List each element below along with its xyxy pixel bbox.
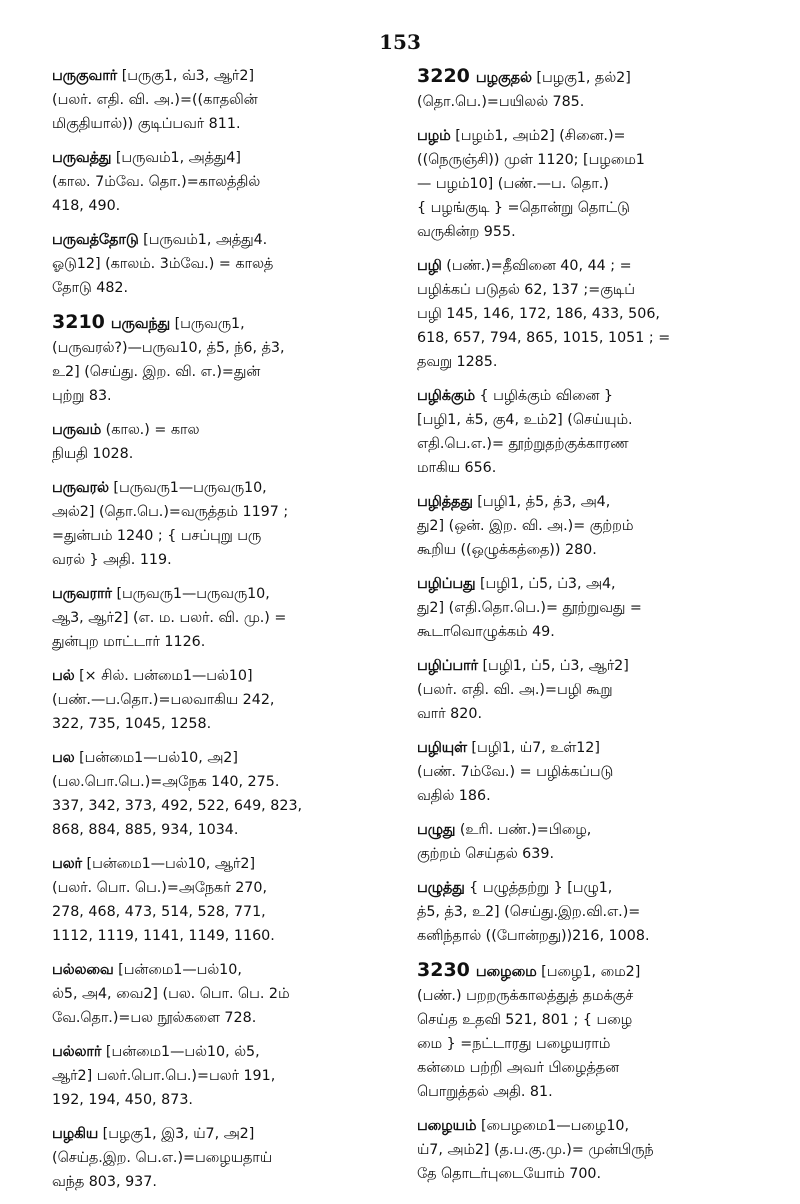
entry-line [52, 112, 397, 136]
entry-line [52, 360, 397, 384]
entry-line [417, 408, 762, 432]
definition-text: (பல.பொ.பெ.)=அநேக 140, 275. [52, 774, 280, 790]
dictionary-entry [52, 418, 397, 466]
headword: பருகுவார் [52, 68, 118, 84]
entry-line [417, 924, 762, 948]
definition-text: வந்த 803, 937. [52, 1174, 157, 1190]
entry-line [417, 654, 762, 678]
entry-line [417, 432, 762, 456]
definition-text: [பன்மை1—பல்10, [118, 962, 242, 978]
dictionary-entry [417, 572, 762, 644]
dictionary-entry [52, 852, 397, 948]
entry-line [417, 984, 762, 1008]
entry-line [52, 442, 397, 466]
definition-text: தோடு 482. [52, 280, 129, 296]
entry-line [52, 170, 397, 194]
left-column [52, 64, 397, 1204]
entry-line [52, 1040, 397, 1064]
definition-text: வருகின்ற 955. [417, 224, 516, 240]
page-number: 153 [379, 30, 421, 54]
entry-line [417, 702, 762, 726]
headword: பழிக்கும் [417, 388, 475, 404]
dictionary-entry [417, 1114, 762, 1186]
entry-line [52, 1006, 397, 1030]
definition-text: வே.தொ.)=பல நூல்களை 728. [52, 1010, 257, 1026]
headword: பழையம் [417, 1118, 477, 1134]
entry-line [417, 572, 762, 596]
dictionary-entry [52, 746, 397, 842]
definition-text: வரல் } அதி. 119. [52, 552, 172, 568]
definition-text: [பருவம்1, அத்து4] [115, 150, 241, 166]
definition-text: ((நெருஞ்சி)) முள் 1120; [பழமை1 [417, 152, 645, 168]
definition-text: { பழுத்தற்று } [பழு1, [469, 880, 613, 896]
definition-text: ல்5, அ4, வை2] (பல. பொ. பெ. 2ம் [52, 986, 290, 1002]
entry-line [52, 582, 397, 606]
entry-line [52, 88, 397, 112]
definition-text: 192, 194, 450, 873. [52, 1092, 193, 1108]
headword: பலர் [52, 856, 82, 872]
headword: பழைமை [475, 964, 537, 980]
dictionary-entry [417, 818, 762, 866]
definition-text: { பழிக்கும் வினை } [479, 388, 613, 404]
entry-line [52, 336, 397, 360]
definition-text: [பருவரு1—பருவரு10, [116, 586, 270, 602]
definition-text: பழி 145, 146, 172, 186, 433, 506, [417, 306, 660, 322]
entry-line [417, 1056, 762, 1080]
definition-text: [பழம்1, அம்2] (சினை.)= [455, 128, 626, 144]
headword: பழகிய [52, 1126, 99, 1142]
entry-line [417, 784, 762, 808]
definition-text: (பருவரல்?)—பருவ10, த்5, ந்6, த்3, [52, 340, 285, 356]
entry-line [417, 958, 762, 984]
definition-text: (கால. 7ம்வே. தொ.)=காலத்தில் [52, 174, 261, 190]
entry-line [417, 900, 762, 924]
definition-text: 1112, 1119, 1141, 1149, 1160. [52, 928, 275, 944]
entry-line [417, 876, 762, 900]
entry-line [52, 852, 397, 876]
definition-text: =துன்பம் 1240 ; { பசப்புறு பரு [52, 528, 262, 544]
headword: பழம் [417, 128, 451, 144]
entry-line [417, 350, 762, 374]
headword: பருவரல் [52, 480, 109, 496]
definition-text: [பழி1, ப்5, ப்3, அ4, [479, 576, 616, 592]
entry-line [417, 818, 762, 842]
dictionary-entry [417, 736, 762, 808]
entry-line [417, 736, 762, 760]
headword: பழிப்பார் [417, 658, 478, 674]
entry-line [52, 228, 397, 252]
headword: பழுத்து [417, 880, 465, 896]
entry-line [417, 148, 762, 172]
dictionary-entry [417, 958, 762, 1104]
entry-line [52, 876, 397, 900]
definition-text: த்5, த்3, உ2] (செய்து.இற.வி.எ.)= [417, 904, 641, 920]
entry-number: 3230 [417, 959, 470, 981]
dictionary-entry [52, 228, 397, 300]
entry-line [52, 146, 397, 170]
entry-line [52, 982, 397, 1006]
entry-line [52, 630, 397, 654]
definition-text: [பருவம்1, அத்து4. [143, 232, 268, 248]
entry-line [417, 196, 762, 220]
entry-line [52, 818, 397, 842]
entry-line [52, 476, 397, 500]
dictionary-entry [417, 384, 762, 480]
entry-line [52, 252, 397, 276]
definition-text: [பழகு1, தல்2] [536, 70, 631, 86]
definition-text: 322, 735, 1045, 1258. [52, 716, 212, 732]
headword: பழித்தது [417, 494, 473, 510]
entry-line [52, 1088, 397, 1112]
headword: பருவரார் [52, 586, 112, 602]
definition-text: தவறு 1285. [417, 354, 498, 370]
dictionary-entry [417, 64, 762, 114]
entry-line [417, 1032, 762, 1056]
entry-line [52, 1122, 397, 1146]
entry-line [417, 124, 762, 148]
entry-line [417, 302, 762, 326]
definition-text: ஆர்2] பலர்.பொ.பெ.)=பலர் 191, [52, 1068, 276, 1084]
definition-text: [பருவரு1, [174, 316, 245, 332]
entry-line [52, 688, 397, 712]
entry-line [52, 418, 397, 442]
dictionary-entry [52, 1040, 397, 1112]
right-column [417, 64, 762, 1204]
entry-line [52, 746, 397, 770]
entry-line [417, 384, 762, 408]
definition-text: (பண்.—ப.தொ.)=பலவாகிய 242, [52, 692, 275, 708]
definition-text: (உரி. பண்.)=பிழை, [459, 822, 592, 838]
dictionary-entry [417, 876, 762, 948]
definition-text: [× சில். பன்மை1—பல்10] [79, 668, 253, 684]
definition-text: வார் 820. [417, 706, 482, 722]
definition-text: அல்2] (தொ.பெ.)=வருத்தம் 1197 ; [52, 504, 289, 520]
headword: பருவத்தோடு [52, 232, 139, 248]
entry-line [417, 596, 762, 620]
dictionary-entry [52, 476, 397, 572]
definition-text: [பைழமை1—பழை10, [480, 1118, 630, 1134]
entry-line [417, 456, 762, 480]
headword: பழி [417, 258, 442, 274]
definition-text: [பழி1, ய்7, உள்12] [471, 740, 600, 756]
dictionary-entry [52, 1122, 397, 1194]
definition-text: மை } =நட்டாரது பழையராம் [417, 1036, 611, 1052]
definition-text: (பண்.) பறறருக்காலத்துத் தமக்குச் [417, 988, 634, 1004]
headword: பழுது [417, 822, 456, 838]
definition-text: [பருவரு1—பருவரு10, [113, 480, 267, 496]
definition-text: து2] (எதி.தொ.பெ.)= தூற்றுவது = [417, 600, 642, 616]
entry-number: 3210 [52, 311, 105, 333]
headword: பருவம் [52, 422, 102, 438]
definition-text: உ2] (செய்து. இற. வி. எ.)=துன் [52, 364, 261, 380]
definition-text: பழிக்கப் படுதல் 62, 137 ;=குடிப் [417, 282, 635, 298]
definition-text: [பழி1, க்5, கு4, உம்2] (செய்யும். [417, 412, 633, 428]
entry-line [52, 770, 397, 794]
entry-line [417, 1114, 762, 1138]
entry-line [417, 678, 762, 702]
dictionary-entry [417, 254, 762, 374]
definition-text: மிகுதியால்)) குடிப்பவர் 811. [52, 116, 241, 132]
definition-text: நியதி 1028. [52, 446, 134, 462]
headword: பருவத்து [52, 150, 112, 166]
headword: பருவந்து [110, 316, 171, 332]
definition-text: 618, 657, 794, 865, 1015, 1051 ; = [417, 330, 671, 346]
entry-line [52, 1170, 397, 1194]
definition-text: கன்மை பற்றி அவர் பிழைத்தன [417, 1060, 619, 1076]
dictionary-entry [417, 490, 762, 562]
entry-line [52, 310, 397, 336]
entry-line [417, 620, 762, 644]
headword: பழகுதல் [475, 70, 532, 86]
entry-line [417, 760, 762, 784]
definition-text: (பலர். எதி. வி. அ.)=((காதலின் [52, 92, 258, 108]
entry-line [52, 1064, 397, 1088]
definition-text: 278, 468, 473, 514, 528, 771, [52, 904, 266, 920]
entry-line [417, 490, 762, 514]
entry-line [52, 384, 397, 408]
entry-line [417, 64, 762, 90]
definition-text: ஓடு12] (காலம். 3ம்வே.) = காலத் [52, 256, 274, 272]
entry-line [417, 220, 762, 244]
entry-line [417, 172, 762, 196]
definition-text: ஆ3, ஆர்2] (எ. ம. பலர். வி. மு.) = [52, 610, 287, 626]
dictionary-entry [52, 310, 397, 408]
entry-line [417, 514, 762, 538]
definition-text: (செய்த.இற. பெ.எ.)=பழையதாய் [52, 1150, 273, 1166]
entry-line [417, 254, 762, 278]
entry-line [52, 194, 397, 218]
headword: பல [52, 750, 75, 766]
definition-text: புற்று 83. [52, 388, 112, 404]
dictionary-entry [52, 146, 397, 218]
definition-text: [பருகு1, வ்3, ஆர்2] [121, 68, 255, 84]
definition-text: (பண். 7ம்வே.) = பழிக்கப்படு [417, 764, 614, 780]
entry-line [52, 712, 397, 736]
definition-text: ய்7, அம்2] (த.ப.கு.மு.)= முன்பிருந் [417, 1142, 654, 1158]
entry-line [52, 500, 397, 524]
headword: பல்லார் [52, 1044, 102, 1060]
entry-line [52, 958, 397, 982]
entry-line [417, 1138, 762, 1162]
definition-text: (பலர். பொ. பெ.)=அநேகர் 270, [52, 880, 268, 896]
definition-text: பொறுத்தல் அதி. 81. [417, 1084, 553, 1100]
definition-text: து2] (ஒன். இற. வி. அ.)= குற்றம் [417, 518, 634, 534]
definition-text: [பன்மை1—பல்10, ல்5, [105, 1044, 260, 1060]
definition-text: [பழகு1, இ3, ய்7, அ2] [102, 1126, 255, 1142]
entry-line [52, 276, 397, 300]
definition-text: (தொ.பெ.)=பயிலல் 785. [417, 94, 585, 110]
definition-text: எதி.பெ.எ.)= தூற்றுதற்குக்காரண [417, 436, 629, 452]
dictionary-entry [52, 582, 397, 654]
entry-line [417, 90, 762, 114]
entry-line [52, 900, 397, 924]
definition-text: 418, 490. [52, 198, 121, 214]
definition-text: தே தொடர்புடையோம் 700. [417, 1166, 602, 1182]
entry-line [417, 538, 762, 562]
definition-text: கூறிய ((ஒழுக்கத்தை)) 280. [417, 542, 597, 558]
entry-line [52, 664, 397, 688]
headword: பல்லவை [52, 962, 114, 978]
definition-text: { பழங்குடி } =தொன்று தொட்டு [417, 200, 630, 216]
headword: பழியுள் [417, 740, 467, 756]
definition-text: கனிந்தால் ((போன்றது))216, 1008. [417, 928, 650, 944]
definition-text: மாகிய 656. [417, 460, 497, 476]
headword: பல் [52, 668, 75, 684]
definition-text: [பழி1, த்5, த்3, அ4, [477, 494, 611, 510]
definition-text: [பழி1, ப்5, ப்3, ஆர்2] [482, 658, 629, 674]
entry-line [417, 842, 762, 866]
definition-text: செய்த உதவி 521, 801 ; { பழை [417, 1012, 633, 1028]
definition-text: துன்புற மாட்டார் 1126. [52, 634, 206, 650]
definition-text: [பன்மை1—பல்10, ஆர்2] [86, 856, 256, 872]
headword: பழிப்பது [417, 576, 476, 592]
entry-line [52, 924, 397, 948]
definition-text: குற்றம் செய்தல் 639. [417, 846, 554, 862]
definition-text: 337, 342, 373, 492, 522, 649, 823, [52, 798, 303, 814]
entry-number: 3220 [417, 65, 470, 87]
entry-line [52, 794, 397, 818]
dictionary-columns [52, 64, 762, 1204]
entry-line [52, 524, 397, 548]
entry-line [417, 1162, 762, 1186]
entry-line [52, 606, 397, 630]
entry-line [417, 326, 762, 350]
dictionary-entry [52, 958, 397, 1030]
definition-text: வதில் 186. [417, 788, 491, 804]
dictionary-entry [417, 654, 762, 726]
definition-text: கூடாவொழுக்கம் 49. [417, 624, 555, 640]
definition-text: (கால.) = கால [105, 422, 200, 438]
entry-line [52, 64, 397, 88]
definition-text: (பலர். எதி. வி. அ.)=பழி கூறு [417, 682, 613, 698]
dictionary-entry [52, 64, 397, 136]
definition-text: 868, 884, 885, 934, 1034. [52, 822, 239, 838]
entry-line [417, 1008, 762, 1032]
definition-text: (பண்.)=தீவினை 40, 44 ; = [446, 258, 632, 274]
dictionary-entry [52, 664, 397, 736]
entry-line [52, 548, 397, 572]
entry-line [417, 1080, 762, 1104]
entry-line [52, 1146, 397, 1170]
definition-text: [பன்மை1—பல்10, அ2] [79, 750, 238, 766]
definition-text: [பழை1, மை2] [541, 964, 641, 980]
dictionary-entry [417, 124, 762, 244]
definition-text: — பழம்10] (பண்.—ப. தொ.) [417, 176, 609, 192]
entry-line [417, 278, 762, 302]
